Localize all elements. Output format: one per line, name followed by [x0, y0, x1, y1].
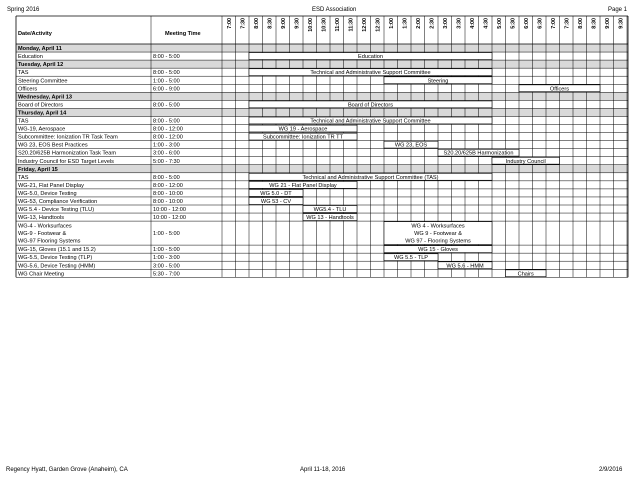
meeting-bar-label: WG5.4 - TLU	[313, 207, 347, 214]
column-header-activity: Date/Activity	[18, 31, 52, 37]
time-slot-label: 1:30	[402, 18, 409, 29]
time-slot-label: 8:30	[591, 18, 598, 29]
time-slot-label: 2:00	[415, 18, 422, 29]
day-heading: Friday, April 15	[18, 166, 58, 173]
meeting-time: 8:00 - 12:00	[153, 182, 183, 189]
activity-name: WG-21, Flat Panel Display	[18, 182, 84, 189]
meeting-time: 1:00 - 5:00	[153, 78, 180, 85]
meeting-bar-label: WG 9 - Footwear &	[414, 231, 462, 238]
meeting-bar-label: WG 5.0 - DT	[260, 190, 292, 197]
footer-venue: Regency Hyatt, Garden Grove (Anaheim), CA	[6, 467, 128, 473]
time-slot-label: 6:00	[523, 18, 530, 29]
meeting-time: 6:00 - 9:00	[153, 86, 180, 93]
time-slot-label: 8:00	[253, 18, 260, 29]
activity-name: WG-5.5, Device Testing (TLP)	[18, 255, 93, 262]
time-slot-label: 4:30	[483, 18, 490, 29]
meeting-bar-label: WG 23, EOS	[394, 142, 428, 149]
meeting-bar-label: Chairs	[517, 271, 534, 278]
meeting-time: 5:00 - 7:30	[153, 158, 180, 165]
activity-name: TAS	[18, 174, 29, 181]
meeting-time: 5:30 - 7:00	[153, 271, 180, 278]
activity-name: WG-97 Flooring Systems	[18, 238, 81, 245]
meeting-bar-label: WG 4 - Worksurfaces	[411, 223, 465, 230]
meeting-bar-label: WG 5.5 - TLP	[393, 255, 429, 262]
time-slot-label: 8:00	[577, 18, 584, 29]
meeting-time: 8:00 - 10:00	[153, 190, 183, 197]
activity-name: WG-5.0, Device Testing	[18, 190, 77, 197]
time-slot-label: 3:00	[442, 18, 449, 29]
meeting-bar-label: Education	[358, 54, 383, 61]
time-slot-label: 7:30	[240, 18, 247, 29]
time-slot-label: 11:30	[348, 18, 355, 32]
meeting-time: 8:00 - 5:00	[153, 102, 180, 109]
time-slot-label: 7:00	[226, 18, 233, 29]
activity-name: TAS	[18, 70, 29, 77]
time-slot-label: 5:30	[510, 18, 517, 29]
time-slot-label: 8:30	[267, 18, 274, 29]
header-organization: ESD Association	[312, 7, 357, 13]
time-slot-label: 6:30	[537, 18, 544, 29]
meeting-time: 1:00 - 3:00	[153, 142, 180, 149]
meeting-bar-label: S20.20/625B Harmonization	[443, 150, 514, 157]
time-slot-label: 7:30	[564, 18, 571, 29]
activity-name: WG-13, Handtools	[18, 215, 65, 222]
activity-name: Industry Council for ESD Target Levels	[18, 158, 114, 165]
meeting-time: 8:00 - 10:00	[153, 199, 183, 205]
meeting-bar-label: WG 21 - Flat Panel Display	[269, 182, 337, 189]
activity-name: Education	[18, 54, 43, 61]
time-slot-label: 7:00	[550, 18, 557, 29]
meeting-time: 10:00 - 12:00	[153, 215, 186, 222]
time-slot-label: 10:30	[321, 18, 328, 32]
day-row-background	[16, 60, 627, 68]
meeting-bar-label: Steering	[427, 78, 449, 85]
time-slot-label: 5:00	[496, 18, 503, 29]
footer-print-date: 2/9/2016	[599, 467, 623, 473]
header-term: Spring 2016	[7, 7, 40, 13]
meeting-time: 8:00 - 5:00	[153, 118, 180, 125]
time-slot-label: 9:30	[618, 18, 625, 29]
day-row-background	[16, 165, 627, 173]
day-heading: Monday, April 11	[18, 46, 62, 53]
meeting-bar-label: Technical and Administrative Support Committee (TAS)	[302, 174, 439, 181]
column-header-meeting-time: Meeting Time	[165, 31, 201, 37]
time-slot-label: 2:30	[429, 18, 436, 29]
meeting-time: 1:00 - 3:00	[153, 255, 180, 262]
meeting-time: 8:00 - 5:00	[153, 174, 180, 181]
activity-name: WG-19, Aerospace	[18, 126, 66, 133]
activity-name: Board of Directors	[18, 102, 64, 109]
meeting-bar-label: WG 15 - Gloves	[418, 247, 458, 254]
meeting-time: 3:00 - 5:00	[153, 263, 180, 270]
meeting-bar-label: Technical and Administrative Support Committee	[310, 70, 431, 77]
activity-name: Subcommittee: Ionization TR Task Team	[18, 134, 118, 141]
meeting-bar-label: WG 97 - Flooring Systems	[405, 238, 471, 245]
time-slot-label: 9:00	[280, 18, 287, 29]
meeting-bar-label: Board of Directors	[347, 102, 394, 109]
activity-name: WG-4 - Worksurfaces	[18, 223, 72, 230]
meeting-bar-label: WG 13 - Handtools	[306, 215, 354, 222]
footer-dates: April 11-18, 2016	[300, 467, 346, 473]
activity-name: WG Chair Meeting	[18, 271, 65, 278]
activity-name: S20.20/625B Harmonization Task Team	[18, 150, 117, 157]
meeting-time: 8:00 - 12:00	[153, 134, 183, 141]
meeting-time: 10:00 - 12:00	[153, 207, 186, 214]
activity-name: WG-15, Gloves (15.1 and 15.2)	[18, 247, 96, 254]
time-slot-label: 1:00	[388, 18, 395, 29]
meeting-time: 1:00 - 5:00	[153, 247, 180, 254]
time-slot-label: 12:30	[375, 18, 382, 32]
day-heading: Wednesday, April 13	[18, 94, 72, 101]
meeting-time: 1:00 - 5:00	[153, 231, 180, 238]
activity-name: Officers	[18, 86, 38, 93]
time-slot-label: 10:00	[307, 18, 314, 32]
meeting-bar-label: Technical and Administrative Support Committee	[310, 118, 431, 125]
meeting-bar-label: Officers	[549, 86, 570, 93]
activity-name: WG-53, Compliance Verification	[18, 199, 98, 205]
meeting-bar-label: WG 5.6 - HMM	[446, 263, 484, 270]
time-slot-label: 9:00	[604, 18, 611, 29]
activity-name: WG 23, EOS Best Practices	[18, 142, 88, 149]
meeting-time: 8:00 - 12:00	[153, 126, 183, 133]
meeting-bar-label: Industry Council	[505, 158, 546, 165]
meeting-time: 8:00 - 5:00	[153, 70, 180, 77]
time-slot-label: 12:00	[361, 18, 368, 32]
time-slot-label: 9:30	[294, 18, 301, 29]
day-row-background	[16, 44, 627, 52]
meeting-bar-label: WG 19 - Aerospace	[278, 126, 328, 133]
activity-name: WG 5.4 - Device Testing (TLU)	[18, 207, 95, 214]
day-heading: Thursday, April 14	[18, 110, 67, 117]
meeting-time: 3:00 - 6:00	[153, 150, 180, 157]
time-slot-label: 11:00	[334, 18, 341, 32]
time-slot-label: 4:00	[469, 18, 476, 29]
meeting-time: 8:00 - 5:00	[153, 54, 180, 61]
activity-name: TAS	[18, 118, 29, 125]
day-heading: Tuesday, April 12	[18, 62, 64, 69]
meeting-bar-label: WG 53 - CV	[260, 199, 292, 205]
header-page-number: Page 1	[608, 7, 628, 13]
activity-name: WG-5.6, Device Testing (HMM)	[18, 263, 96, 270]
activity-name: Steering Committee	[18, 78, 68, 85]
day-row-background	[16, 108, 627, 116]
time-slot-label: 3:30	[456, 18, 463, 29]
activity-name: WG-9 - Footwear &	[18, 231, 67, 238]
meeting-bar-label: Subcommittee: Ionization TR TT	[262, 134, 344, 141]
day-row-background	[16, 92, 627, 100]
